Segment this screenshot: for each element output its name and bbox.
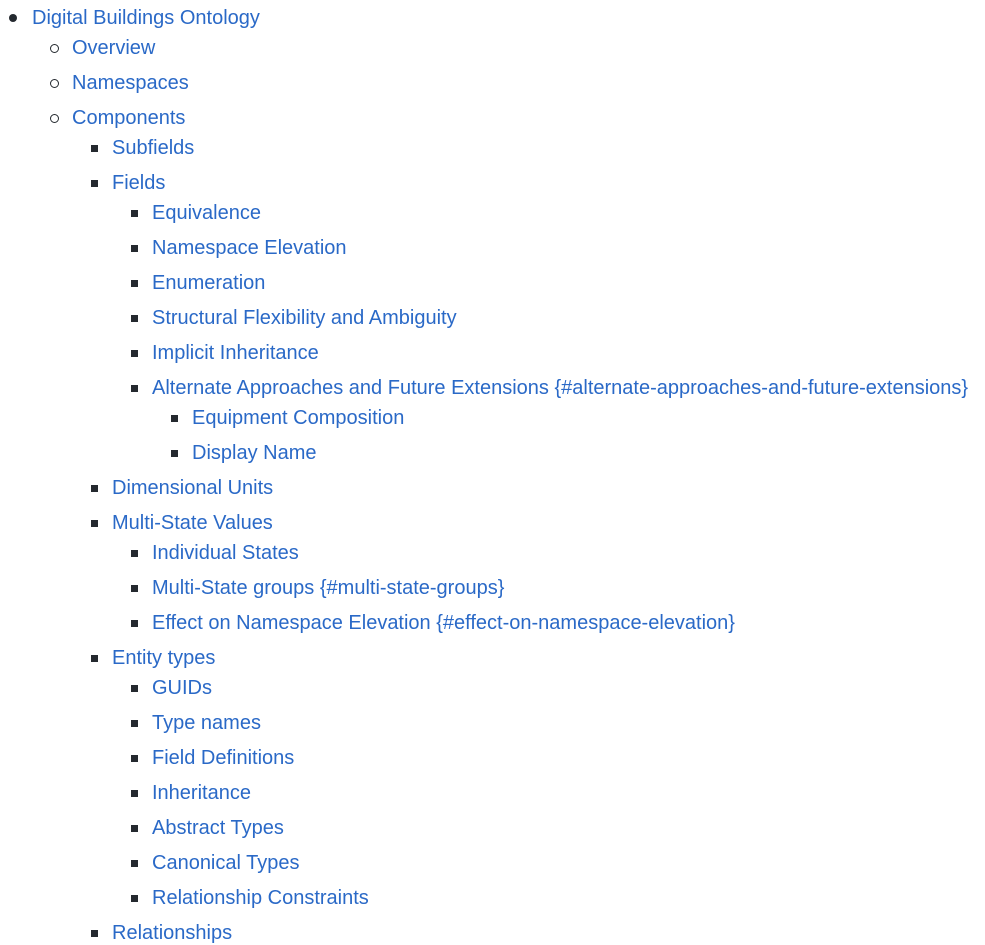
- toc-link-structural-flexibility-and-ambiguity[interactable]: Structural Flexibility and Ambiguity: [152, 307, 457, 329]
- toc-link-equivalence[interactable]: Equivalence: [152, 202, 261, 224]
- list-bullet-square-icon: [131, 685, 138, 692]
- list-bullet-square-icon: [91, 180, 98, 187]
- list-bullet-square-icon: [131, 315, 138, 322]
- list-bullet-square-icon: [131, 585, 138, 592]
- toc-link-components[interactable]: Components: [72, 107, 186, 129]
- toc-link-inheritance[interactable]: Inheritance: [152, 782, 251, 804]
- toc-link-canonical-types[interactable]: Canonical Types: [152, 852, 300, 874]
- toc-link-relationships[interactable]: Relationships: [112, 922, 233, 944]
- toc-link-dimensional-units[interactable]: Dimensional Units: [112, 477, 274, 499]
- toc-link-field-definitions[interactable]: Field Definitions: [152, 747, 295, 769]
- toc-link-guids[interactable]: GUIDs: [152, 677, 212, 699]
- list-bullet-square-icon: [91, 145, 98, 152]
- list-bullet-square-icon: [131, 210, 138, 217]
- list-bullet-square-icon: [171, 450, 178, 457]
- list-bullet-square-icon: [91, 930, 98, 937]
- list-bullet-square-icon: [131, 245, 138, 252]
- toc-link-abstract-types[interactable]: Abstract Types: [152, 817, 284, 839]
- list-bullet-square-icon: [131, 550, 138, 557]
- toc-link-multi-state-groups[interactable]: Multi-State groups {#multi-state-groups}: [152, 577, 505, 599]
- list-bullet-square-icon: [131, 720, 138, 727]
- toc-link-equipment-composition[interactable]: Equipment Composition: [192, 407, 405, 429]
- toc-link-namespace-elevation[interactable]: Namespace Elevation: [152, 237, 347, 259]
- list-bullet-square-icon: [91, 520, 98, 527]
- toc-link-fields[interactable]: Fields: [112, 172, 166, 194]
- toc-link-subfields[interactable]: Subfields: [112, 137, 195, 159]
- toc-link-relationship-constraints[interactable]: Relationship Constraints: [152, 887, 369, 909]
- list-bullet-square-icon: [131, 895, 138, 902]
- list-bullet-square-icon: [131, 385, 138, 392]
- toc-link-effect-on-namespace-elevation[interactable]: Effect on Namespace Elevation {#effect-on-namespace-elevation}: [152, 612, 735, 634]
- toc-link-digital-buildings-ontology[interactable]: Digital Buildings Ontology: [32, 7, 260, 29]
- list-bullet-square-icon: [131, 350, 138, 357]
- toc-link-individual-states[interactable]: Individual States: [152, 542, 299, 564]
- toc-link-type-names[interactable]: Type names: [152, 712, 261, 734]
- list-bullet-square-icon: [171, 415, 178, 422]
- list-bullet-square-icon: [131, 790, 138, 797]
- list-bullet-circle-icon: [50, 44, 59, 53]
- toc-link-display-name[interactable]: Display Name: [192, 442, 317, 464]
- list-bullet-square-icon: [131, 280, 138, 287]
- toc-link-implicit-inheritance[interactable]: Implicit Inheritance: [152, 342, 319, 364]
- list-bullet-square-icon: [131, 860, 138, 867]
- toc-link-namespaces[interactable]: Namespaces: [72, 72, 189, 94]
- list-bullet-square-icon: [91, 485, 98, 492]
- toc-link-entity-types[interactable]: Entity types: [112, 647, 216, 669]
- list-bullet-circle-icon: [50, 79, 59, 88]
- toc-link-alternate-approaches-and-future-extensions[interactable]: Alternate Approaches and Future Extensions {#alternate-approaches-and-future-extensions}: [152, 377, 969, 399]
- list-bullet-square-icon: [91, 655, 98, 662]
- list-bullet-disc-icon: [9, 14, 17, 22]
- toc-link-overview[interactable]: Overview: [72, 37, 156, 59]
- toc-link-enumeration[interactable]: Enumeration: [152, 272, 266, 294]
- list-bullet-circle-icon: [50, 114, 59, 123]
- list-bullet-square-icon: [131, 620, 138, 627]
- list-bullet-square-icon: [131, 755, 138, 762]
- toc-link-multi-state-values[interactable]: Multi-State Values: [112, 512, 273, 534]
- list-bullet-square-icon: [131, 825, 138, 832]
